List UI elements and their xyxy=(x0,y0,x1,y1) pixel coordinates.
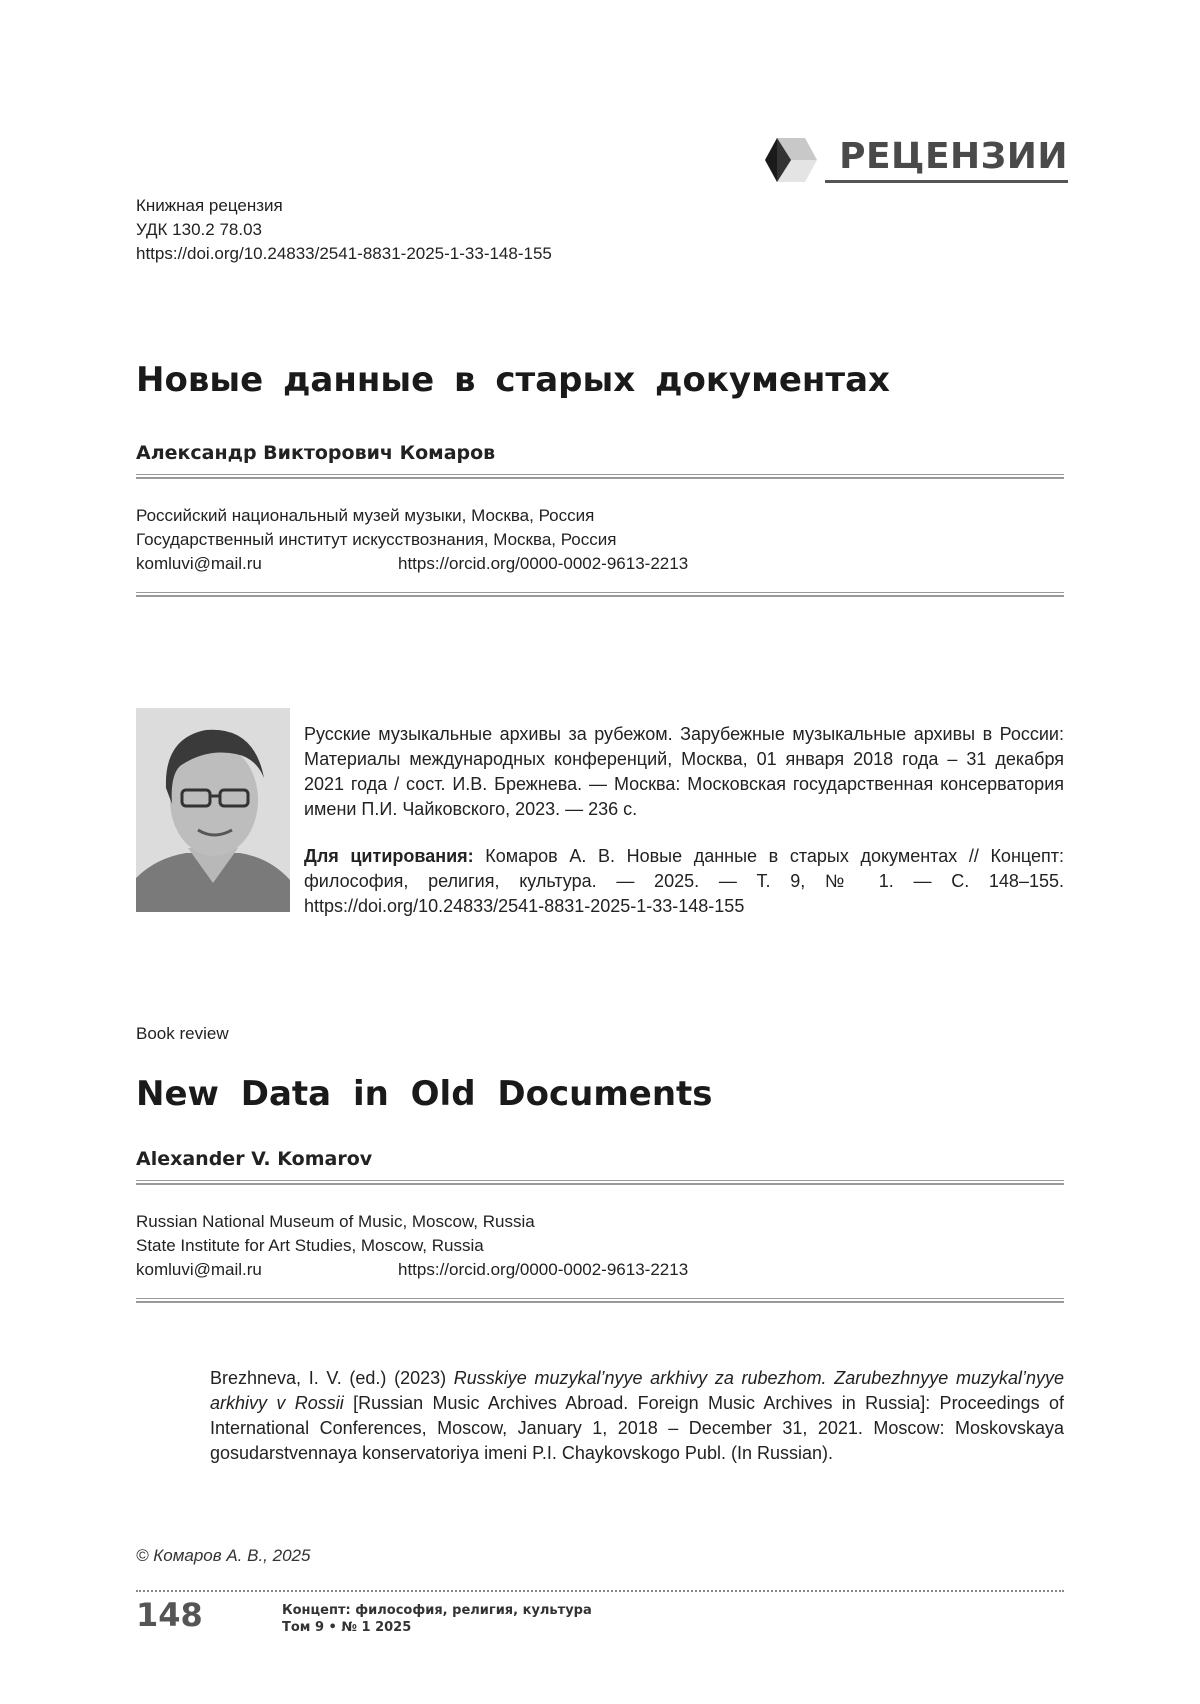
affiliation-line: Государственный институт искусствознания, Москва, Россия xyxy=(136,530,617,549)
divider xyxy=(136,474,1064,479)
reference-suffix: [Russian Music Archives Abroad. Foreign Music Archives in Russia]: Proceedings of International Conferences, Moscow, January 1, 2018 – December 31, 2021. Moscow: Moskovskaya gosudarstvennaya konservatoriya imeni P.I. Chaykovskogo Publ. (In Russian). xyxy=(210,1393,1064,1463)
doi-link[interactable]: https://doi.org/10.24833/2541-8831-2025-1-33-148-155 xyxy=(136,244,552,263)
cube-icon xyxy=(761,132,819,188)
orcid-link[interactable]: https://orcid.org/0000-0002-9613-2213 xyxy=(398,1260,689,1279)
bibliographic-entry-ru: Русские музыкальные архивы за рубежом. Зарубежные музыкальные архивы в России: Материалы международных конференций, Москва, 01 января 2018 года – 31 декабря 2021 года / сост. И.В. Брежнева. — Москва: Московская государственная консерватория имени П.И. Чайковского, 2023. — 236 с. xyxy=(304,724,1064,819)
journal-issue: Том 9 • № 1 2025 xyxy=(282,1620,412,1635)
title-en: New Data in Old Documents xyxy=(136,1074,713,1114)
email-link[interactable]: komluvi@mail.ru xyxy=(136,554,262,573)
reference-title: Russkiye muzykal’nyye arkhivy za rubezhom. Zarubezhnyye muzykal’nyye arkhivy v Rossii xyxy=(210,1368,1064,1413)
affiliation-en xyxy=(136,1210,1064,1282)
section-label: РЕЦЕНЗИИ xyxy=(825,137,1068,184)
author-photo xyxy=(136,708,290,912)
affiliation-line: Russian National Museum of Music, Moscow, Russia xyxy=(136,1212,535,1231)
divider xyxy=(136,1298,1064,1303)
reference-prefix: Brezhneva, I. V. (ed.) (2023) xyxy=(210,1368,454,1388)
affiliation-line: State Institute for Art Studies, Moscow, Russia xyxy=(136,1236,484,1255)
divider xyxy=(136,1180,1064,1185)
email-link[interactable]: komluvi@mail.ru xyxy=(136,1260,262,1279)
section-header xyxy=(761,132,1068,188)
affiliation-ru xyxy=(136,504,1064,576)
copyright: © Комаров А. В., 2025 xyxy=(136,1546,311,1565)
reference-en xyxy=(210,1366,1064,1466)
article-meta xyxy=(136,194,552,266)
author-ru: Александр Викторович Комаров xyxy=(136,442,496,464)
article-type: Книжная рецензия xyxy=(136,196,283,215)
article-type-en: Book review xyxy=(136,1024,229,1043)
author-en: Alexander V. Komarov xyxy=(136,1148,373,1170)
page-number: 148 xyxy=(136,1596,203,1634)
divider xyxy=(136,592,1064,597)
title-ru: Новые данные в старых документах xyxy=(136,360,890,400)
udc-code: УДК 130.2 78.03 xyxy=(136,220,262,239)
orcid-link[interactable]: https://orcid.org/0000-0002-9613-2213 xyxy=(398,554,689,573)
citation-text: Комаров А. В. Новые данные в старых документах // Концепт: философия, религия, культура. — 2025. — Т. 9, № 1. — С. 148–155. https://doi.org/10.24833/2541-8831-2025-1-33-148-155 xyxy=(304,846,1064,916)
citation-ru xyxy=(304,844,1064,919)
journal-title: Концепт: философия, религия, культура xyxy=(282,1603,592,1618)
journal-info xyxy=(282,1602,592,1636)
citation-label: Для цитирования: xyxy=(304,846,474,866)
footer-divider xyxy=(136,1590,1064,1592)
affiliation-line: Российский национальный музей музыки, Москва, Россия xyxy=(136,506,595,525)
